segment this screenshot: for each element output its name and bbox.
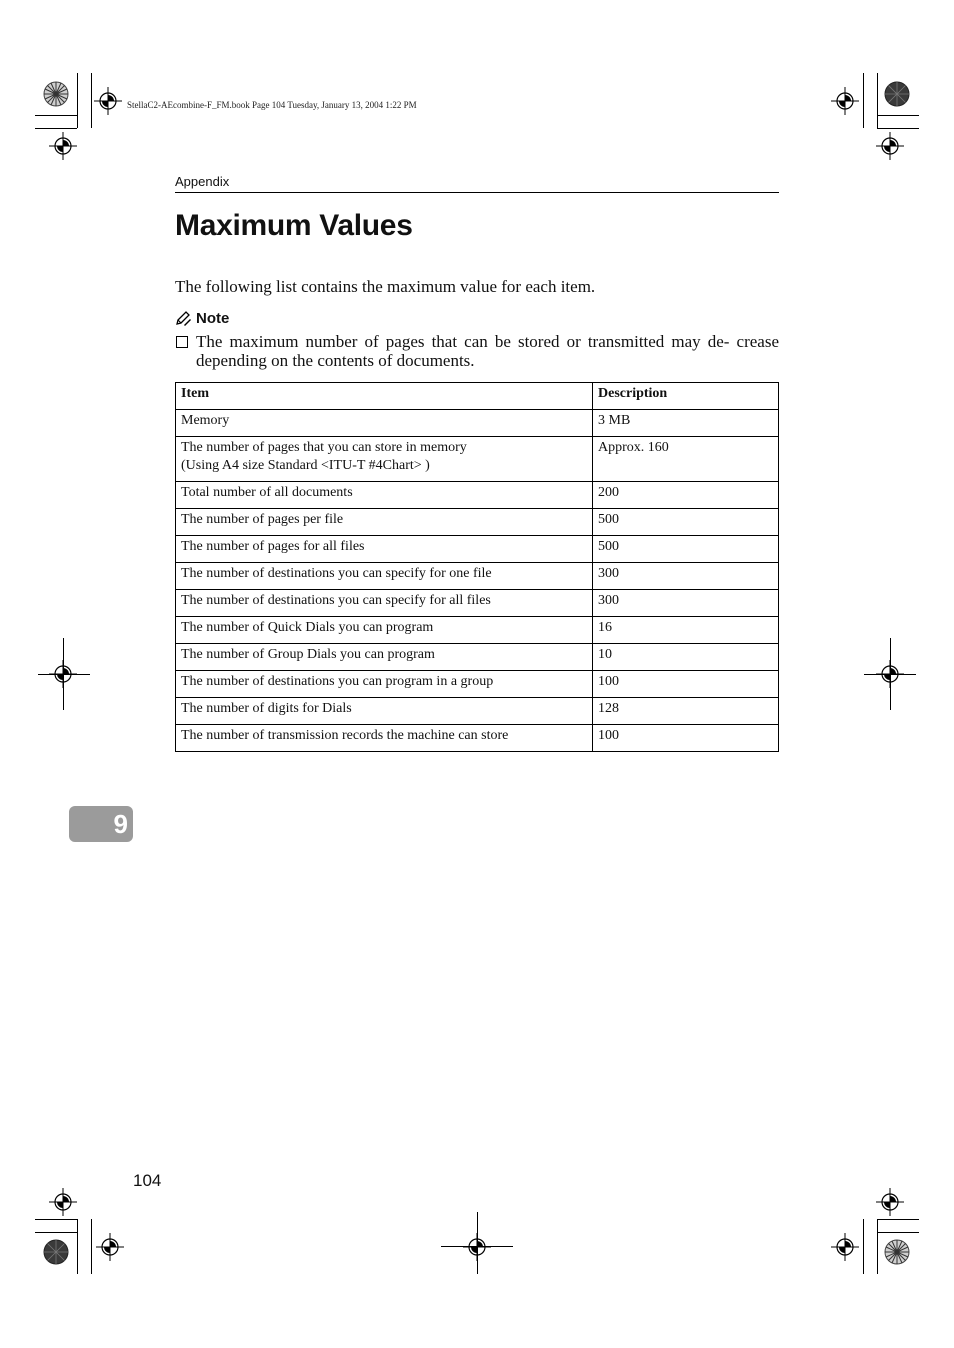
- description-cell: 500: [593, 536, 779, 563]
- item-cell-line: The number of pages that you can store in memory: [181, 440, 467, 455]
- registration-mark-icon: [94, 87, 122, 115]
- table-row: [176, 437, 779, 482]
- color-wheel-icon: [884, 81, 910, 107]
- pencil-icon: [175, 311, 192, 326]
- description-cell: Approx. 160: [593, 437, 779, 482]
- item-cell: The number of Group Dials you can program: [176, 644, 593, 671]
- page-title: Maximum Values: [175, 209, 413, 242]
- table-row: [176, 590, 779, 617]
- table-row: [176, 509, 779, 536]
- item-cell: The number of pages for all files: [176, 536, 593, 563]
- item-cell: The number of Quick Dials you can program: [176, 617, 593, 644]
- chapter-tab: 9: [69, 806, 133, 842]
- description-cell: 200: [593, 482, 779, 509]
- table-row: [176, 482, 779, 509]
- registration-mark-icon: [876, 1188, 904, 1216]
- table-row: [176, 563, 779, 590]
- description-cell: 500: [593, 509, 779, 536]
- table-row: [176, 671, 779, 698]
- note-item-text: The maximum number of pages that can be stored or transmitted may de- crease depending on the contents of documents.: [196, 332, 779, 370]
- item-cell: Total number of all documents: [176, 482, 593, 509]
- header-rule: [175, 192, 779, 193]
- registration-mark-icon: [49, 132, 77, 160]
- table-row: [176, 410, 779, 437]
- item-cell: The number of destinations you can specify for one file: [176, 563, 593, 590]
- description-cell: 10: [593, 644, 779, 671]
- description-cell: 16: [593, 617, 779, 644]
- note-heading: [175, 310, 229, 327]
- description-cell: 100: [593, 671, 779, 698]
- description-cell: 100: [593, 725, 779, 752]
- table-row: [176, 536, 779, 563]
- description-cell: 3 MB: [593, 410, 779, 437]
- registration-mark-icon: [876, 132, 904, 160]
- description-cell: 128: [593, 698, 779, 725]
- description-cell: 300: [593, 563, 779, 590]
- table-row: [176, 725, 779, 752]
- maximum-values-table: [175, 382, 779, 752]
- item-cell: The number of digits for Dials: [176, 698, 593, 725]
- item-cell: The number of transmission records the machine can store: [176, 725, 593, 752]
- registration-mark-icon: [96, 1233, 124, 1261]
- table-row: [176, 698, 779, 725]
- item-cell: The number of destinations you can specify for all files: [176, 590, 593, 617]
- item-cell: The number of pages per file: [176, 509, 593, 536]
- color-wheel-icon: [43, 1239, 69, 1265]
- item-cell: The number of destinations you can program in a group: [176, 671, 593, 698]
- column-header-description: Description: [593, 383, 779, 410]
- registration-mark-icon: [831, 87, 859, 115]
- checkbox-bullet-icon: [176, 336, 188, 348]
- description-cell: 300: [593, 590, 779, 617]
- page-number: 104: [133, 1171, 162, 1190]
- note-item: [175, 332, 779, 370]
- table-row: [176, 644, 779, 671]
- running-head: Appendix: [175, 174, 230, 189]
- item-cell: [176, 437, 593, 482]
- table-row: [176, 617, 779, 644]
- table-header-row: [176, 383, 779, 410]
- item-cell-line: (Using A4 size Standard <ITU-T #4Chart> ): [181, 458, 430, 473]
- intro-text: The following list contains the maximum value for each item.: [175, 277, 596, 296]
- column-header-item: Item: [176, 383, 593, 410]
- registration-mark-icon: [831, 1233, 859, 1261]
- registration-mark-icon: [49, 1188, 77, 1216]
- book-info: StellaC2-AEcombine-F_FM.book Page 104 Tuesday, January 13, 2004 1:22 PM: [127, 100, 417, 110]
- note-heading-label: Note: [196, 310, 230, 327]
- color-wheel-icon: [43, 81, 69, 107]
- item-cell: Memory: [176, 410, 593, 437]
- color-wheel-icon: [884, 1239, 910, 1265]
